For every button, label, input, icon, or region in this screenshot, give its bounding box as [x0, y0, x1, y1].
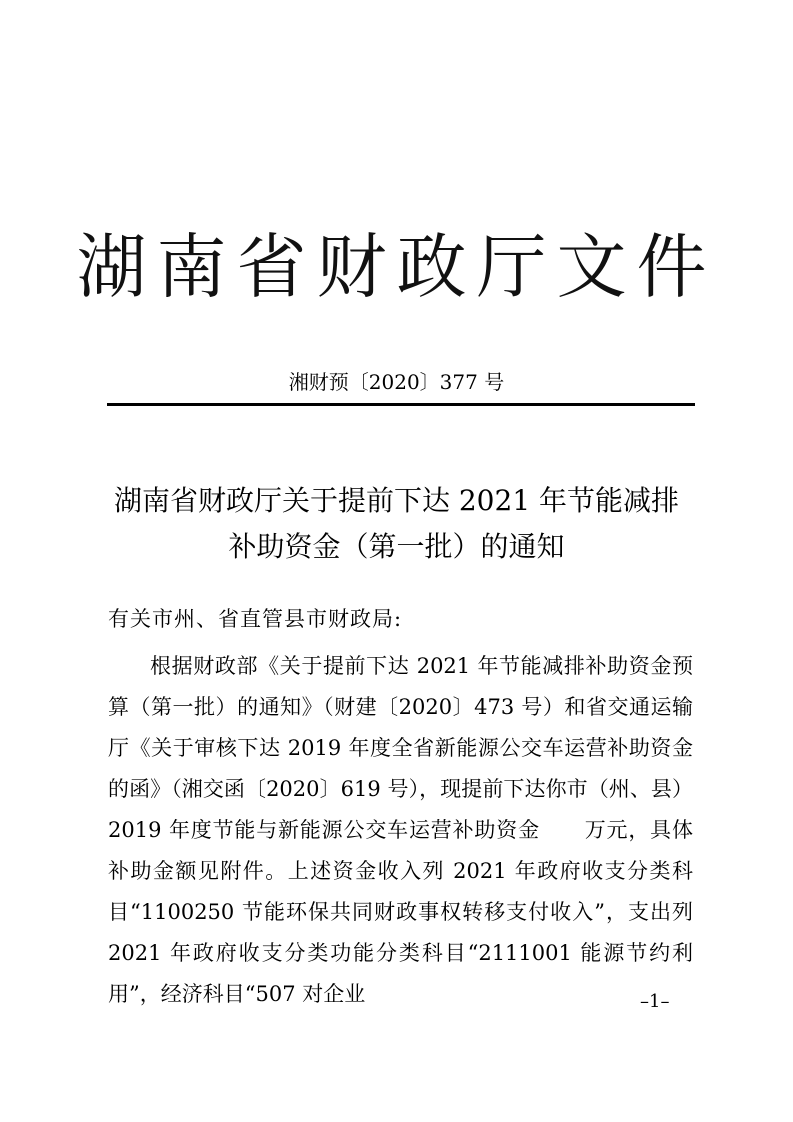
salutation: 有关市州、省直管县市财政局:: [108, 607, 403, 631]
notice-title: [80, 478, 713, 570]
notice-title-line-1: 湖南省财政厅关于提前下达 2021 年节能减排: [113, 484, 680, 517]
header-divider: [107, 403, 695, 406]
body-text-part-1: 根据财政部《关于提前下达 2021 年节能减排补助资金预算（第一批）的通知》（财建〔2020〕473 号）和省交通运输厅《关于审核下达 2019 年度全省新能源公交车运营补助资金的函》（湘交函〔2020〕619 号），现提前下达你市（州、县）2019 年度节能与新能源公交车运营补助资金: [108, 654, 693, 842]
body-text-part-2: 万元，具体补助金额见附件。上述资金收入列 2021 年政府收支分类科目“1100250 节能环保共同财政事权转移支付收入”，支出列 2021 年政府收支分类功能分类科目“2111001 能源节约利用”，经济科目“507 对企业: [108, 818, 693, 1006]
page-number: –1–: [640, 991, 670, 1012]
document-masthead: 湖南省财政厅文件: [76, 226, 717, 308]
notice-title-line-2: 补助资金（第一批）的通知: [228, 530, 565, 563]
body-paragraph: [108, 646, 693, 1015]
document-number: 湘财预〔2020〕377 号: [288, 370, 505, 394]
